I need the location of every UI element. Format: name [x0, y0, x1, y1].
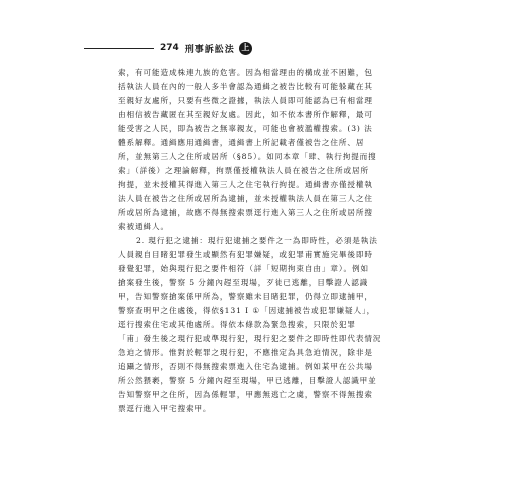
text-line: 2. 現行犯之逮捕：現行犯逮捕之要件之一為即時性，必須是執法 — [136, 236, 378, 245]
text-line: 所，並無第三人之住所或居所（§85）。如同本章「肆、執行拘提而搜 — [118, 152, 377, 161]
running-header — [84, 40, 252, 56]
text-line: 由相信被告藏匿在其至親好友處。因此，如不依本書所作解釋，最可 — [118, 110, 373, 119]
text-line: 拘提，並未授權其得進入第三人之住宅執行拘提。通緝書亦僅授權執 — [118, 180, 373, 189]
text-line: 所公然猥褻，警察 5 分鐘內趕至現場，甲已逃離，目擊證人認識甲並 — [118, 376, 377, 385]
text-line: 至親好友處所，只要有些微之證據，執法人員即可能認為已有相當理 — [118, 96, 373, 105]
volume-badge: 上 — [239, 42, 252, 55]
text-line: 法人員在被告之住所或居所為逮捕，並未授權執法人員在第三人之住 — [118, 194, 373, 203]
text-line: 警察查明甲之住處後，得依§131 I ①「因逮捕被告或犯罪嫌疑人」， — [118, 306, 376, 315]
text-line: 索被通緝人。 — [118, 222, 169, 231]
header-rule — [84, 48, 154, 49]
text-line: 「甫」發生後之現行犯或準現行犯，現行犯之要件之即時性即代表情況 — [118, 334, 382, 343]
text-line: 搶案發生後，警察 5 分鐘內趕至現場，歹徒已逃離，目擊證人認識 — [118, 278, 369, 287]
text-line: 逕行搜索住宅或其他處所。得依本條款為緊急搜索，只限於犯罪 — [118, 320, 356, 329]
text-line: 體系解釋。通緝應用通緝書，通緝書上所記載者僅被告之住所、居 — [118, 138, 365, 147]
text-line: 票逕行進入甲宅搜索甲。 — [118, 404, 212, 413]
text-line: 發覺犯罪，始與現行犯之要件相符（詳「短期拘束自由」章）。例如 — [118, 264, 370, 273]
text-line: 告知警察甲之住所，因為係輕罪，甲應無逃亡之虞，警察不得無搜索 — [118, 390, 373, 399]
body-text — [118, 66, 440, 416]
text-line: 索，有可能造成株連九族的危害。因為相當理由的構成並不困難，包 — [118, 68, 373, 77]
page-number: 274 — [160, 43, 179, 53]
text-line: 追躡之情形，否則不得無搜索票進入住宅為逮捕。例如某甲在公共場 — [118, 362, 373, 371]
text-line: 急迫之情形。惟對於輕罪之現行犯，不應推定為具急迫情況，除非是 — [118, 348, 373, 357]
text-line: 甲，告知警察搶案係甲所為，警察雖未目睹犯罪，仍得立即逮捕甲， — [118, 292, 373, 301]
text-line: 能受害之人民，即為被告之無辜親友，可能也會被濫權搜索。(3) 法 — [118, 124, 373, 133]
text-line: 所或居所為逮捕，故應不得無搜索票逕行進入第三人之住所或居所搜 — [118, 208, 373, 217]
text-line: 括執法人員在內的一般人多半會認為通緝之被告比較有可能躲藏在其 — [118, 82, 373, 91]
text-line: 索」（詳後）之理論解釋，拘票僅授權執法人員在被告之住所或居所 — [118, 166, 370, 175]
book-title: 刑事訴訟法 — [184, 44, 235, 55]
text-line: 人員親自目睹犯罪發生或顯然有犯罪嫌疑，或犯罪甫實施完畢後即時 — [118, 250, 373, 259]
